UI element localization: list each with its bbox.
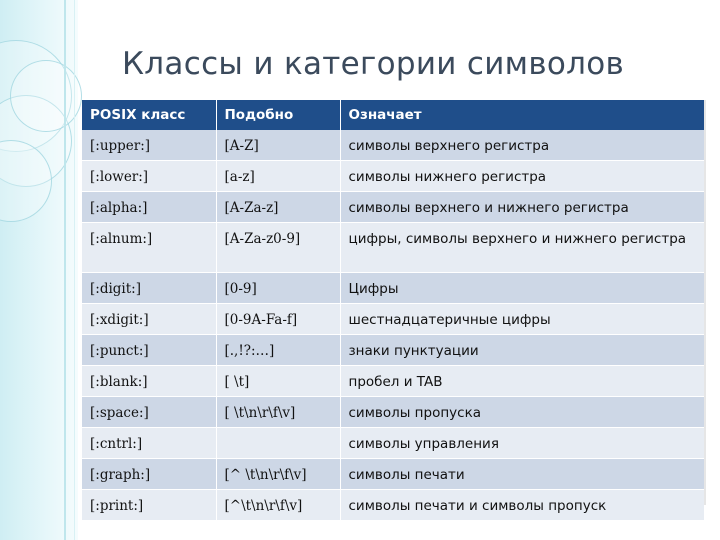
table [82, 100, 704, 521]
table-row [82, 223, 704, 273]
posix-cell: [:space:] [82, 397, 216, 428]
header-meaning: Означает [340, 100, 704, 130]
posix-cell: [:blank:] [82, 366, 216, 397]
like-cell: [ \t\n\r\f\v] [216, 397, 340, 428]
like-cell: [A-Z] [216, 130, 340, 161]
meaning-cell: знаки пунктуации [340, 335, 704, 366]
meaning-cell: символы печати [340, 459, 704, 490]
meaning-cell: символы пропуска [340, 397, 704, 428]
table-row [82, 459, 704, 490]
like-cell: [0-9] [216, 273, 340, 304]
meaning-cell: Цифры [340, 273, 704, 304]
posix-cell: [:cntrl:] [82, 428, 216, 459]
decorative-circle [10, 60, 82, 132]
posix-cell: [:upper:] [82, 130, 216, 161]
header-like: Подобно [216, 100, 340, 130]
decorative-line [74, 0, 75, 540]
like-cell: [.,!?:…] [216, 335, 340, 366]
like-cell: [A-Za-z0-9] [216, 223, 340, 273]
like-cell: [a-z] [216, 161, 340, 192]
posix-classes-table [82, 100, 706, 514]
meaning-cell: цифры, символы верхнего и нижнего регистра [340, 223, 704, 273]
like-cell [216, 428, 340, 459]
posix-cell: [:graph:] [82, 459, 216, 490]
slide-title: Классы и категории символов [122, 46, 625, 82]
posix-cell: [:print:] [82, 490, 216, 521]
like-cell: [^ \t\n\r\f\v] [216, 459, 340, 490]
posix-cell: [:punct:] [82, 335, 216, 366]
table-row [82, 130, 704, 161]
header-posix-class: POSIX класс [82, 100, 216, 130]
table-row [82, 192, 704, 223]
posix-cell: [:lower:] [82, 161, 216, 192]
table-row [82, 366, 704, 397]
table-row [82, 304, 704, 335]
meaning-cell: шестнадцатеричные цифры [340, 304, 704, 335]
decorative-sidebar [0, 0, 78, 540]
table-row [82, 335, 704, 366]
like-cell: [A-Za-z] [216, 192, 340, 223]
table-row [82, 273, 704, 304]
posix-cell: [:digit:] [82, 273, 216, 304]
like-cell: [ \t] [216, 366, 340, 397]
meaning-cell: символы нижнего регистра [340, 161, 704, 192]
like-cell: [0-9A-Fa-f] [216, 304, 340, 335]
meaning-cell: символы управления [340, 428, 704, 459]
posix-cell: [:alpha:] [82, 192, 216, 223]
table-row [82, 161, 704, 192]
decorative-line [64, 0, 66, 540]
table-row [82, 397, 704, 428]
table-row [82, 428, 704, 459]
posix-cell: [:xdigit:] [82, 304, 216, 335]
meaning-cell: символы печати и символы пропуск [340, 490, 704, 521]
meaning-cell: символы верхнего и нижнего регистра [340, 192, 704, 223]
table-row [82, 490, 704, 521]
meaning-cell: пробел и TAB [340, 366, 704, 397]
like-cell: [^\t\n\r\f\v] [216, 490, 340, 521]
table-header-row [82, 100, 704, 130]
meaning-cell: символы верхнего регистра [340, 130, 704, 161]
posix-cell: [:alnum:] [82, 223, 216, 273]
